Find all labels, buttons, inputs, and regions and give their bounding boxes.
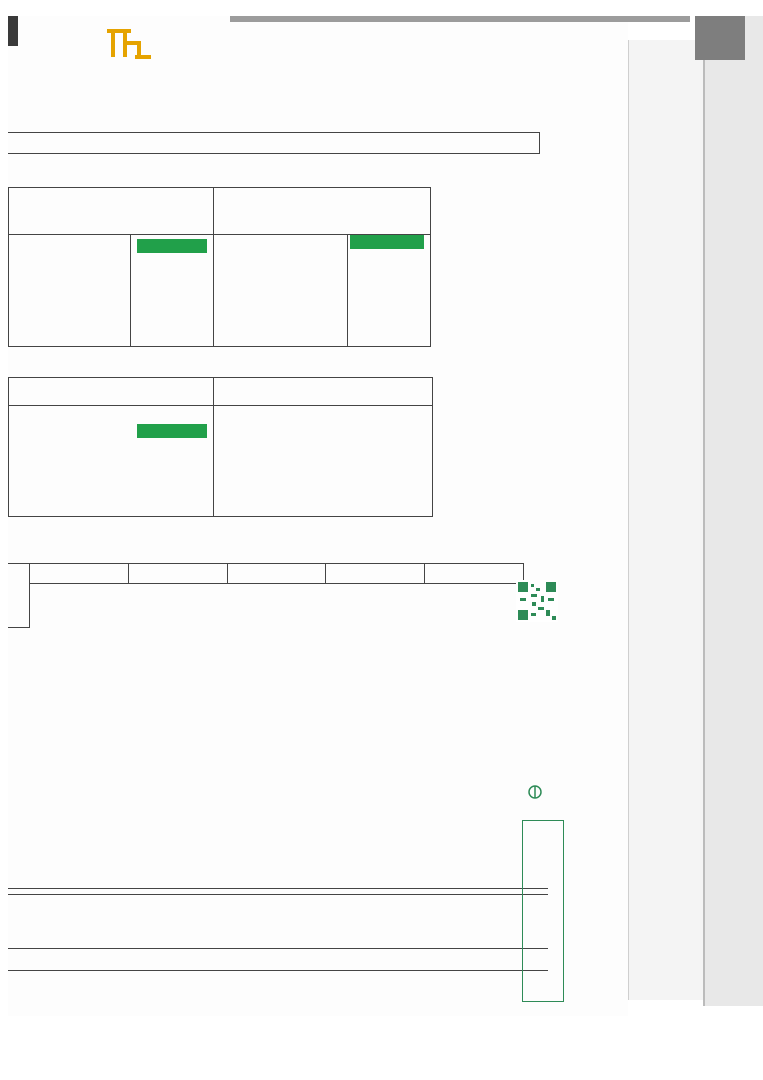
divider [8, 948, 548, 949]
group-refrigeracion [128, 564, 227, 584]
group-total [425, 564, 524, 584]
consumo-result [137, 239, 207, 253]
emisiones-result [350, 235, 424, 249]
mejora-title [8, 888, 548, 895]
group-acs [227, 564, 326, 584]
group-calefaccion [30, 564, 129, 584]
partial-rating-table [8, 377, 433, 517]
logo-house-icon [105, 25, 153, 59]
results-table [8, 563, 524, 628]
measure-name [8, 132, 540, 154]
qr-code-icon [516, 580, 558, 622]
scan-shadow-corner [695, 16, 745, 60]
folder-tab-area [628, 40, 703, 1000]
scan-shadow-left [8, 16, 18, 46]
scan-shadow-top [230, 16, 690, 22]
folder-edge [703, 16, 763, 1006]
group-iluminacion [326, 564, 425, 584]
global-rating-table [8, 187, 431, 347]
divider [8, 970, 548, 971]
calefaccion-result [137, 424, 207, 438]
visado-stamp-frame [522, 820, 564, 1002]
coal-logo-icon [527, 782, 543, 802]
